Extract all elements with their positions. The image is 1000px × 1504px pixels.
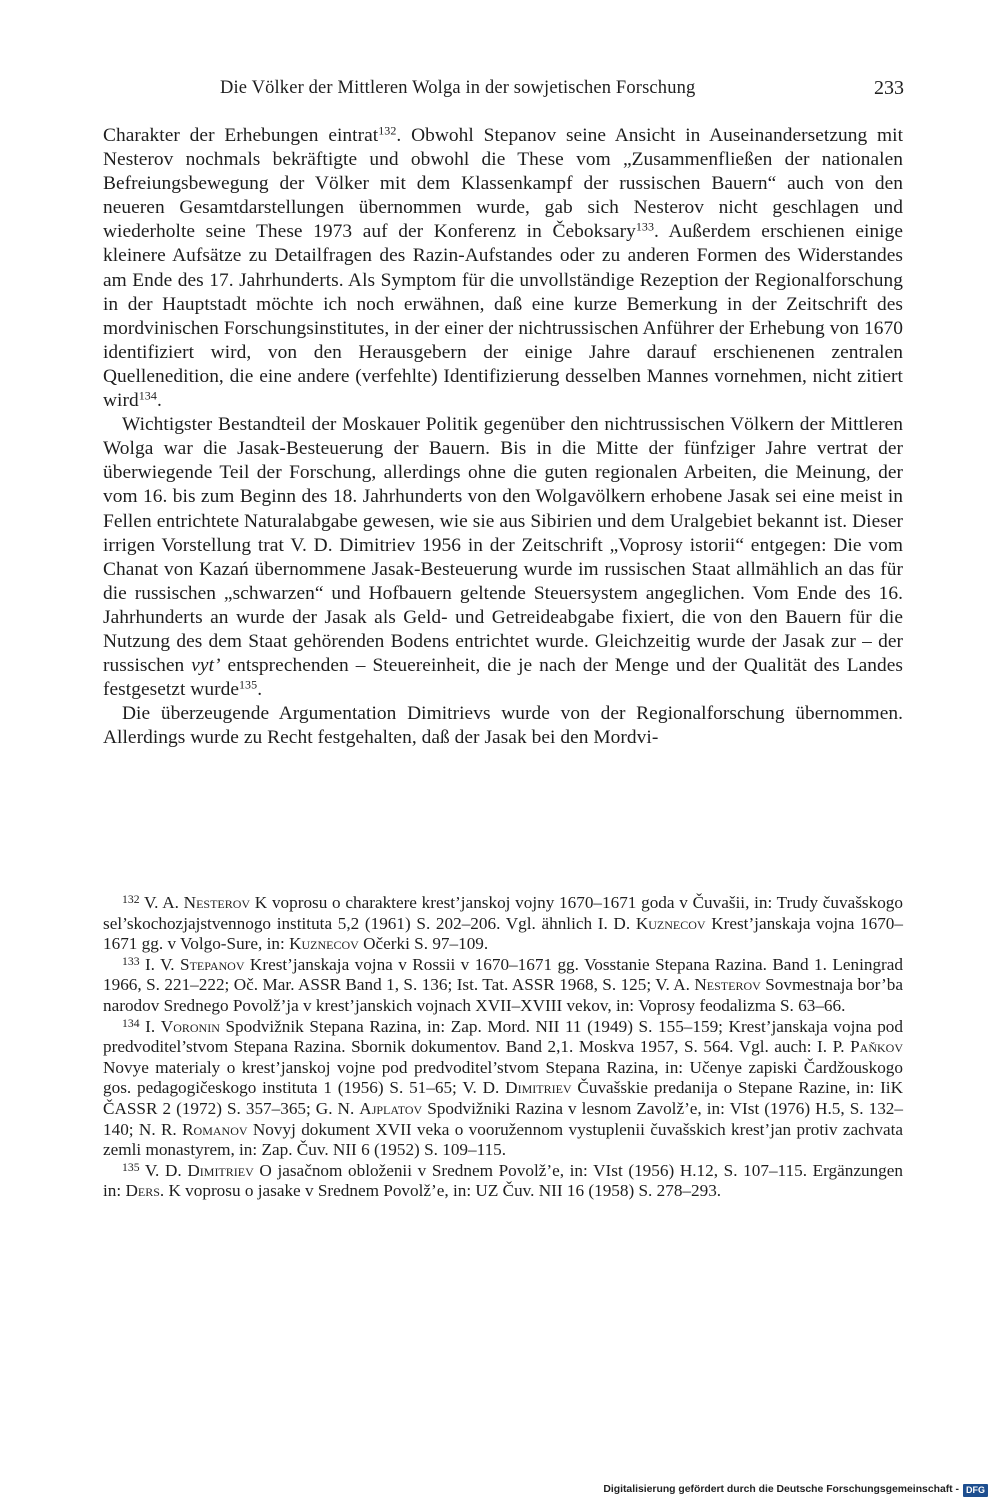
author-name: Kuznecov <box>635 913 706 933</box>
paragraph-1 <box>103 124 903 413</box>
author-name: Nesterov <box>694 975 761 995</box>
text-run: . Außerdem erschienen einige kleinere Aufsätze zu Detailfragen des Razin-Aufstandes oder zu anderen Formen des Widerstandes am Ende des 17. Jahrhunderts. Als Symptom für die unvollständige Rezeption der Regionalforschung in der Hauptstadt möchte ich noch erwähnen, daß eine kurze Bemerkung in der Zeitschrift des mordvinischen Forschungsinstitutes, in der einer der nichtrussischen Anführer der Erhebung von 1670 identifiziert wird, von den Herausgebern der einige Jahre darauf erschienenen zentralen Quellenedition, die eine andere (verfehlte) Identifizierung desselben Mannes vornehmen, nicht zitiert wird <box>103 221 903 412</box>
digitization-footer <box>603 1483 988 1497</box>
author-name: Dimitriev <box>505 1078 572 1098</box>
text-run: K voprosu o charaktere krest’janskoj vojny 1670–1671 goda v Čuvašii, in: Trudy čuvašskogo sel’skochozjajstvennogo instituta 5,2 (1961) S. 202–206. Vgl. ähnlich I. D. <box>103 893 903 933</box>
text-run: Čuvašskie predanija o Stepane Razine, in: IiK ČASSR 2 (1972) S. 357–365; G. N. <box>103 1078 903 1118</box>
text-run: Charakter der Erhebungen eintrat <box>103 125 379 146</box>
footnotes <box>103 893 903 1202</box>
author-name: Ders. <box>125 1181 165 1201</box>
text-run: Očerki S. 97–109. <box>358 934 489 954</box>
footnote-135 <box>103 1161 903 1202</box>
paragraph-3: Die überzeugende Argumentation Dimitrievs wurde von der Regionalforschung übernommen. Allerdings wurde zu Recht festgehalten, daß der Jasak bei den Mordvi- <box>103 703 903 749</box>
text-run: Novye materialy o krest’janskoj vojne pod predvoditel’stvom Stepana Razina, in: Učenye zapiski Čardžouskogo gos. pedagogičeskogo instituta 1 (1956) S. 51–65; V. D. <box>103 1057 903 1098</box>
author-name: Paňkov <box>850 1037 903 1057</box>
text-run: . <box>156 390 162 412</box>
text-run: Spodvižniki Razina v lesnom Zavolž’e, in: VIst (1976) H.5, S. 132–140; N. R. <box>103 1098 903 1139</box>
text-run: I. <box>139 1016 161 1036</box>
text-run: Sovmestnaja bor’ba narodov Srednego Povolž’ja v krest’janskich vojnach XVII–XVIII vekov, in: Voprosy feodalizma S. 63–66. <box>103 975 903 1015</box>
footnote-132 <box>103 893 903 955</box>
author-name: Romanov <box>182 1119 248 1139</box>
footer-text: Digitalisierung gefördert durch die Deutsche Forschungsgemeinschaft - <box>603 1484 959 1495</box>
text-run: K voprosu o jasake v Srednem Povolž’e, in: UZ Čuv. NII 16 (1958) S. 278–293. <box>164 1181 722 1201</box>
footnote-number: 133 <box>122 954 140 968</box>
author-name: Dimitriev <box>187 1160 254 1180</box>
footnote-134 <box>103 1017 903 1161</box>
text-run: . <box>257 679 263 701</box>
author-name: Stepanov <box>180 954 245 974</box>
footnote-133 <box>103 955 903 1017</box>
text-run: V. A. <box>139 893 184 912</box>
footnote-number: 134 <box>122 1016 140 1030</box>
italic-term: vyt’ <box>191 655 221 677</box>
footnote-ref-134: 134 <box>138 388 157 403</box>
dfg-logo-icon: DFG <box>963 1484 988 1497</box>
footnote-number: 132 <box>122 892 140 906</box>
text-run: I. V. <box>139 954 181 974</box>
footnote-ref-135: 135 <box>239 677 258 692</box>
footnote-ref-133: 133 <box>635 219 655 234</box>
author-name: Ajplatov <box>359 1098 423 1118</box>
footnote-ref-132: 132 <box>378 123 397 138</box>
author-name: Voronin <box>160 1016 220 1036</box>
paragraph-2 <box>103 413 903 702</box>
text-run: Spodvižnik Stepana Razina, in: Zap. Mord. NII 11 (1949) S. 155–159; Krest’janskaja vojna pod predvoditel’stvom Stepana Razina. Sbornik dokumentov. Band 2,1. Moskva 1957, S. 564. Vgl. auch: I. P. <box>103 1016 903 1057</box>
author-name: Nesterov <box>183 893 251 912</box>
text-run: V. D. <box>139 1160 188 1180</box>
text-run: entsprechenden – Steuereinheit, die je nach der Menge und der Qualität des Landes festgesetzt wurde <box>103 655 903 701</box>
author-name: Kuznecov <box>289 934 359 954</box>
running-title: Die Völker der Mittleren Wolga in der sowjetischen Forschung <box>220 78 696 98</box>
footnote-number: 135 <box>122 1160 140 1174</box>
text-run: Krest’janskaja vojna v Rossii v 1670–1671 gg. Vosstanie Stepana Razina. Band 1. Leningrad 1966, S. 221–222; Oč. Mar. ASSR Band 1, S. 136; Ist. Tat. ASSR 1968, S. 125; V. A. <box>103 954 904 995</box>
body-text <box>103 124 903 750</box>
text-run: O jasačnom obloženii v Srednem Povolž’e, in: VIst (1956) H.12, S. 107–115. Ergänzungen in: <box>103 1160 903 1201</box>
page-number: 233 <box>874 77 904 99</box>
text-run: Krest’janskaja vojna 1670–1671 gg. v Volgo-Sure, in: <box>103 913 903 954</box>
text-run: Wichtigster Bestandteil der Moskauer Politik gegenüber den nichtrussischen Völkern der Mittleren Wolga war die Jasak-Besteuerung der Bauern. Bis in die Mitte der fünfziger Jahre vertrat der überwiegende Teil der Forschung, allerdings ohne die guten regionalen Arbeiten, die Meinung, der vom 16. bis zum Beginn des 18. Jahrhunderts von den Wolgavölkern erhobene Jasak sei eine meist in Fellen entrichtete Naturalabgabe gewesen, wie sie aus Sibirien und dem Uralgebiet bekannt ist. Dieser irrigen Vorstellung trat V. D. Dimitriev 1956 in der Zeitschrift „Voprosy istorii“ entgegen: Die vom Chanat von Kazań übernommene Jasak-Besteuerung wurde im russischen Staat allmählich an das für die russischen „schwarzen“ und Hofbauern geltende Steuersystem angeglichen. Vom Ende des 16. Jahrhunderts an wurde der Jasak als Geld- und Getreideabgabe fixiert, die von den Bauern für die Nutzung des dem Staat gehörenden Bodens entrichtet wurde. Gleichzeitig wurde der Jasak zur – der russischen <box>103 414 903 677</box>
text-run: Novyj dokument XVII veka o vooružennom vystuplenii čuvašskich krest’jan protiv zachvata zemli monastyrem, in: Zap. Čuv. NII 6 (1952) S. 109–115. <box>103 1119 903 1160</box>
text-run: . Obwohl Stepanov seine Ansicht in Auseinandersetzung mit Nesterov nochmals bekräftigte und obwohl die These vom „Zusammenfließen der nationalen Befreiungsbewegung der Völker mit dem Klassenkampf der russischen Bauern“ auch von den neueren Gesamtdarstellungen übernommen wurde, gab sich Nesterov nicht geschlagen und wiederholte seine These 1973 auf der Konferenz in Čeboksary <box>103 125 904 243</box>
